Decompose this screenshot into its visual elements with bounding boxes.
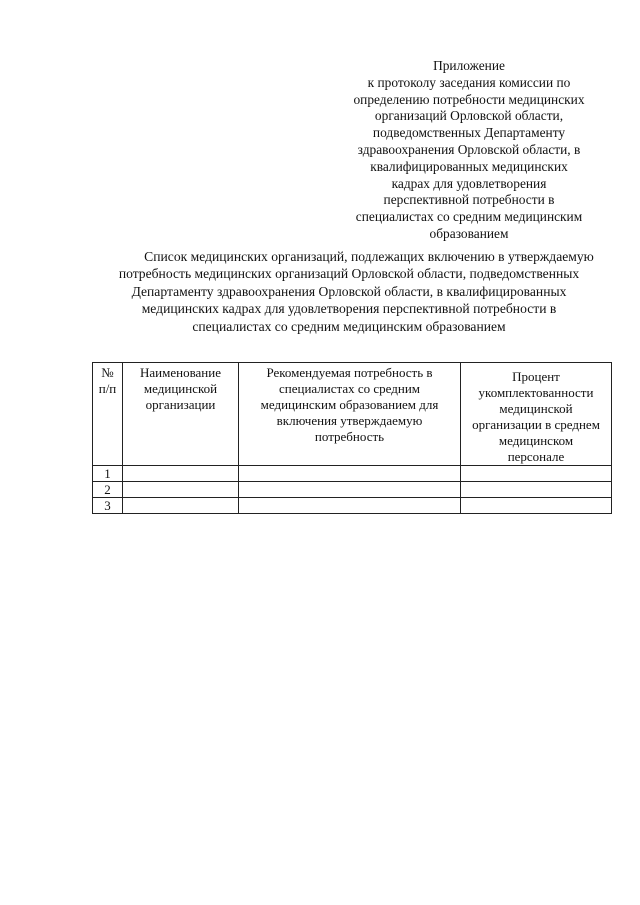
appendix-line: образованием xyxy=(429,225,509,241)
header-recommended-need: Рекомендуемая потребность в специалистах со средним медицинским образованием для включения утверждаемую потребность xyxy=(239,363,461,466)
cell-need xyxy=(239,482,461,498)
appendix-line: квалифицированных медицинских xyxy=(370,158,568,174)
row-number: 1 xyxy=(93,466,123,482)
appendix-line: к протоколу заседания комиссии по xyxy=(367,74,571,90)
appendix-note xyxy=(345,58,593,243)
header-number: № п/п xyxy=(93,363,123,466)
cell-organization xyxy=(123,466,239,482)
heading-line: специалистах со средним медицинским образованием xyxy=(192,318,506,334)
row-number: 3 xyxy=(93,498,123,514)
cell-need xyxy=(239,466,461,482)
appendix-line: Приложение xyxy=(433,58,505,73)
appendix-line: определению потребности медицинских xyxy=(353,91,585,107)
cell-organization xyxy=(123,498,239,514)
header-organization-name: Наименование медицинской организации xyxy=(123,363,239,466)
table-row xyxy=(93,482,612,498)
table-row xyxy=(93,498,612,514)
table-row xyxy=(93,466,612,482)
cell-percent xyxy=(461,498,612,514)
heading-line: Список медицинских организаций, подлежащих включению в утверждаемую xyxy=(144,249,594,264)
appendix-line: перспективной потребности в xyxy=(383,192,555,208)
heading-line: Департаменту здравоохранения Орловской области, в квалифицированных xyxy=(131,283,567,299)
appendix-line: кадрах для удовлетворения xyxy=(391,175,547,191)
cell-organization xyxy=(123,482,239,498)
appendix-line: специалистах со средним медицинским xyxy=(355,209,583,225)
appendix-line: организаций Орловской области, xyxy=(374,108,564,124)
heading-line: медицинских кадрах для удовлетворения перспективной потребности в xyxy=(141,301,557,317)
header-staffing-percent: Процент укомплектованности медицинской организации в среднем медицинском персонале xyxy=(461,363,612,466)
cell-percent xyxy=(461,482,612,498)
table-header-row xyxy=(93,363,612,466)
cell-percent xyxy=(461,466,612,482)
organizations-table xyxy=(92,362,612,514)
appendix-line: подведомственных Департаменту xyxy=(372,125,566,141)
cell-need xyxy=(239,498,461,514)
appendix-line: здравоохранения Орловской области, в xyxy=(357,141,581,157)
document-heading xyxy=(80,248,618,335)
row-number: 2 xyxy=(93,482,123,498)
heading-line: потребность медицинских организаций Орловской области, подведомственных xyxy=(118,266,580,282)
